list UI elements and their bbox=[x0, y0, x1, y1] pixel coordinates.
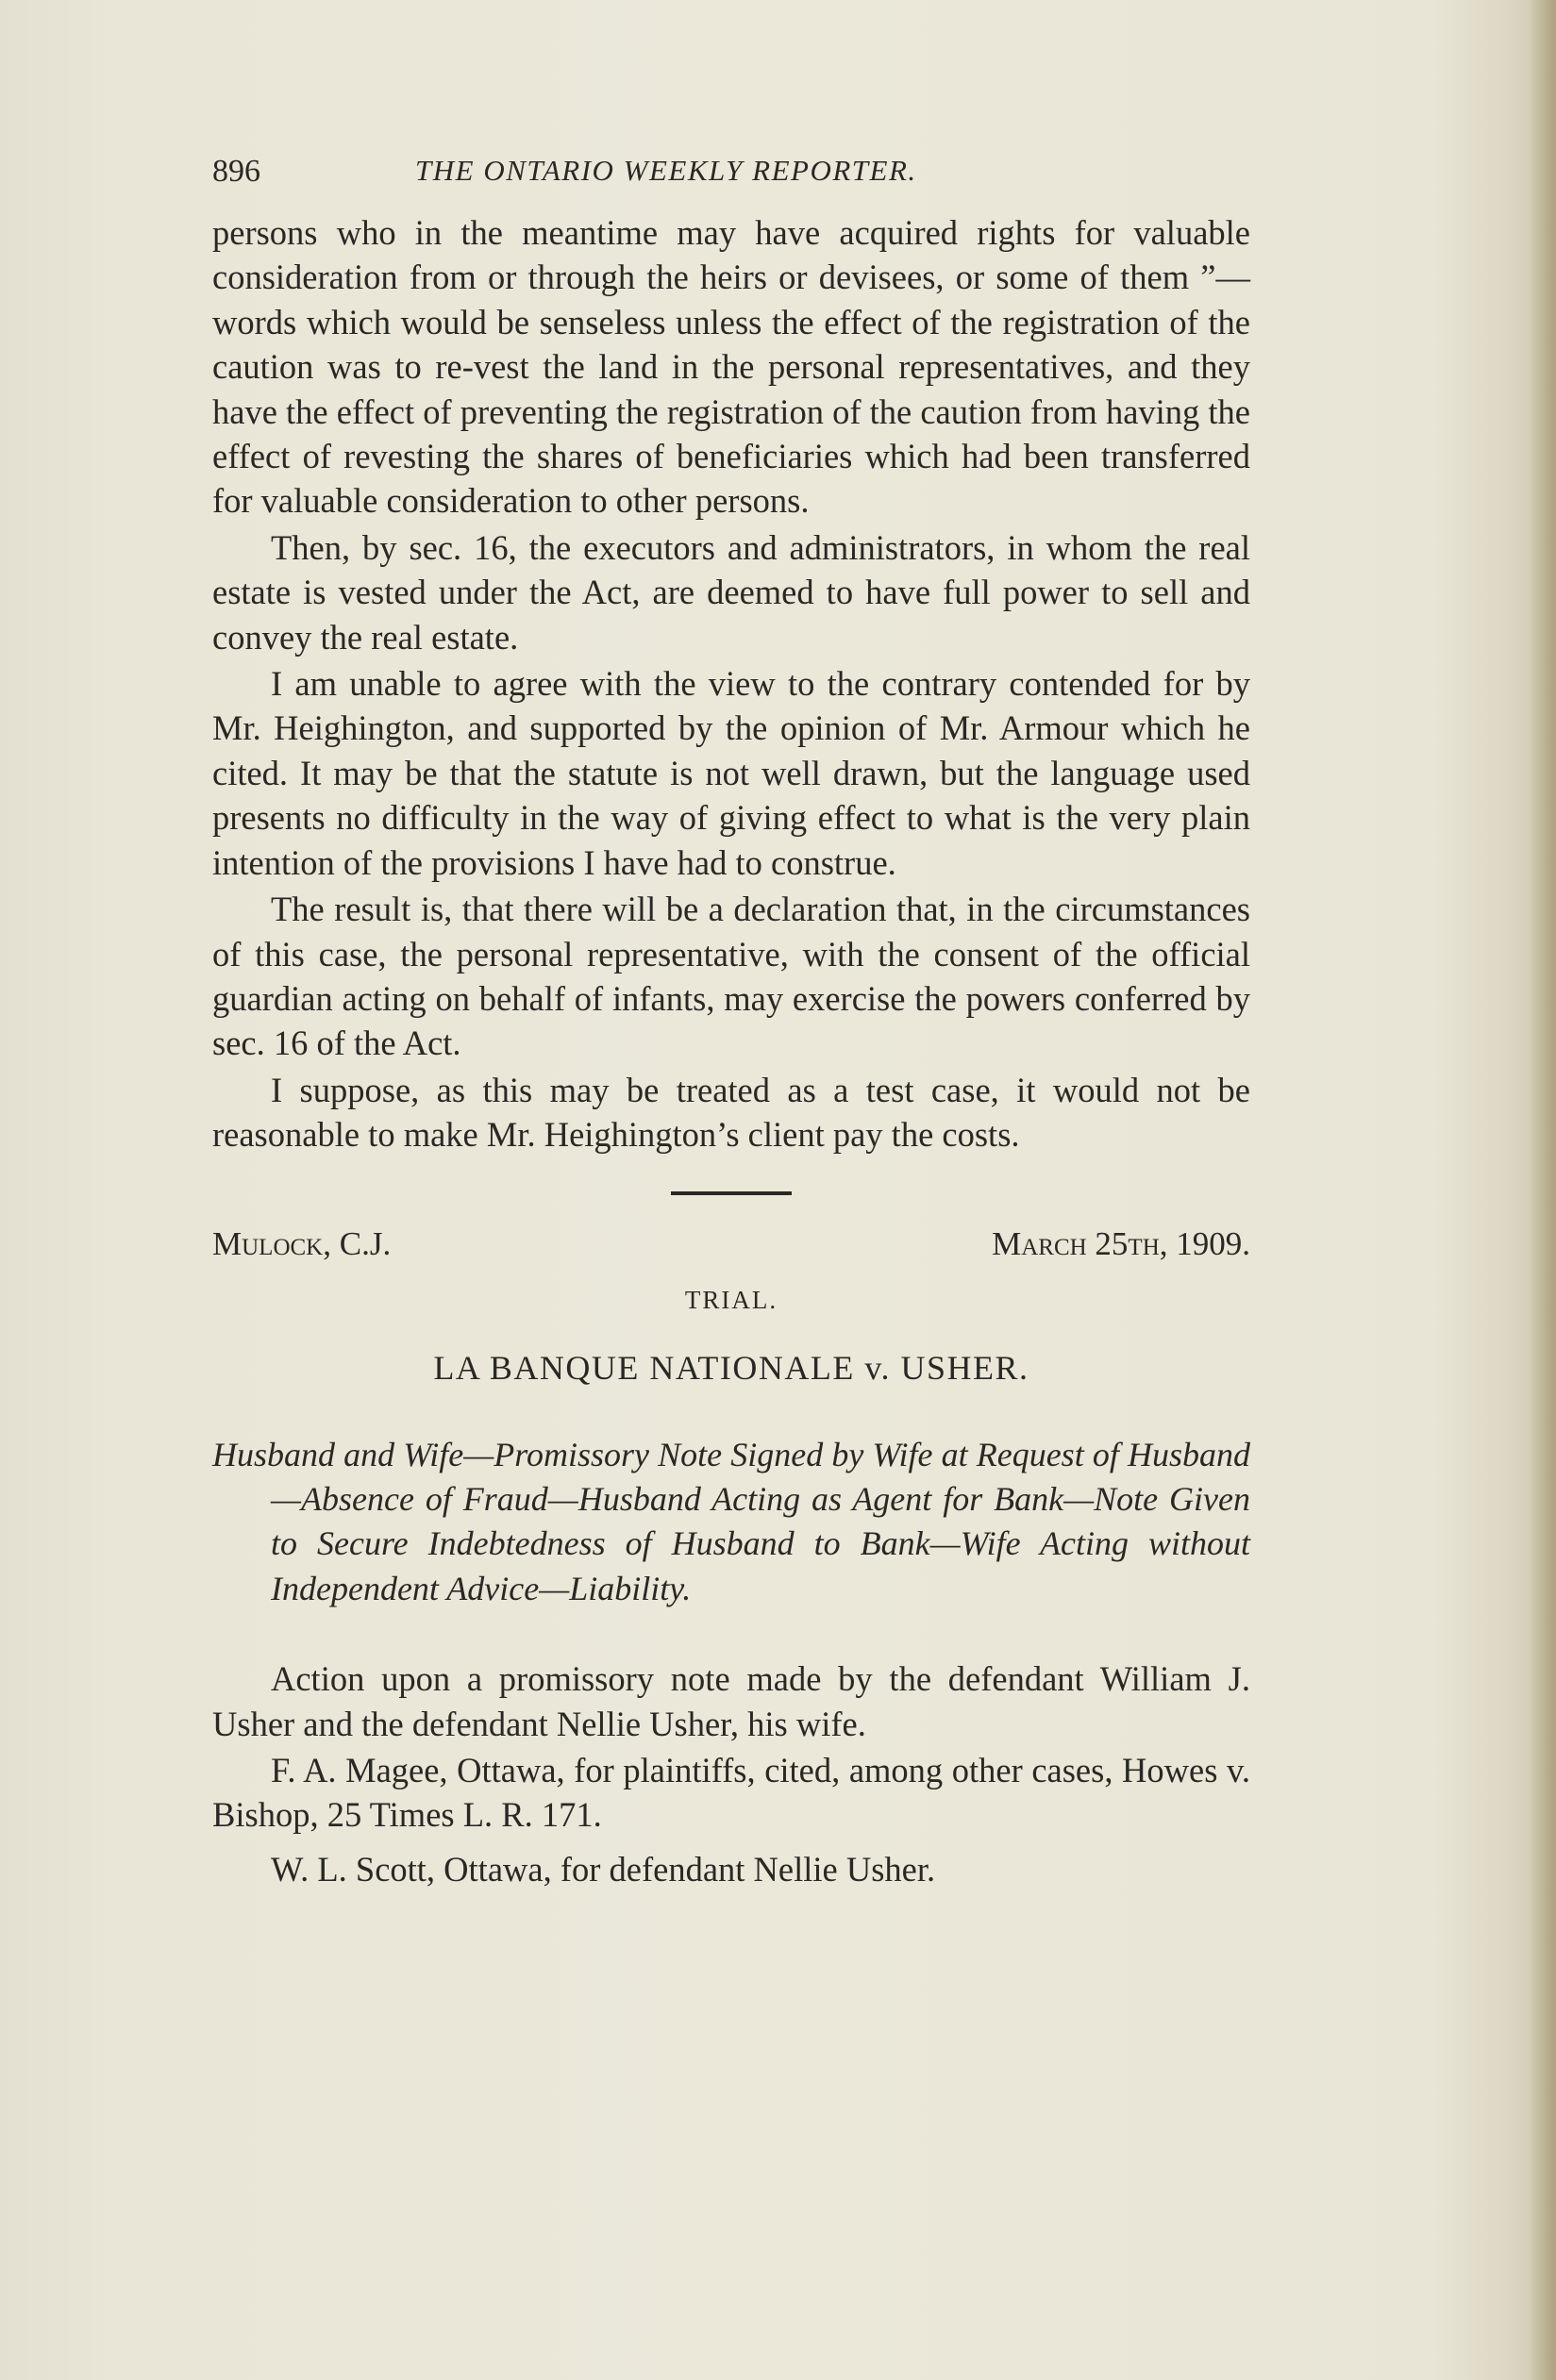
headnote: Husband and Wife—Promissory Note Signed by Wife at Request of Husband—Absence of Fraud—Husband Acting as Agent for Bank—Note Given to Secure Indebtedness of Husband to Bank—Wife Acting without Independent Advice—Liability. bbox=[212, 1435, 1250, 1607]
section-divider bbox=[212, 1159, 1250, 1225]
running-head bbox=[212, 146, 1250, 203]
action-statement: Action upon a promissory note made by the defendant William J. Usher and the defendant Nellie Usher, his wife. bbox=[212, 1659, 1250, 1743]
page-content bbox=[212, 146, 1250, 1901]
counsel-plaintiffs: F. A. Magee, Ottawa, for plaintiffs, cited, among other cases, Howes v. Bishop, 25 Times L. R. 171. bbox=[212, 1750, 1250, 1835]
paragraph-continued: persons who in the meantime may have acquired rights for valuable consideration from or through the heirs or devisees, or some of them ”—words which would be senseless unless the effect of the registration of the caution was to re-vest the land in the personal representatives, and they have the effect of preventing the registration of the caution from having the effect of revesting the shares of beneficiaries which had been transferred for valuable consideration to other persons. bbox=[212, 213, 1251, 521]
paragraph: The result is, that there will be a declaration that, in the circumstances of this case, the personal representative, with the consent of the official guardian acting on behalf of infants, may exercise the powers conferred by sec. 16 of the Act. bbox=[212, 890, 1250, 1063]
page-edge-shadow bbox=[1530, 0, 1556, 2380]
paragraph: I suppose, as this may be treated as a test case, it would not be reasonable to make Mr. Heighington’s client pay the costs. bbox=[212, 1070, 1250, 1155]
counsel-defendant: W. L. Scott, Ottawa, for defendant Nellie Usher. bbox=[271, 1849, 936, 1889]
trial-label: TRIAL. bbox=[684, 1285, 778, 1314]
judgment-date: March 25th, 1909. bbox=[992, 1224, 1250, 1262]
paragraph: I am unable to agree with the view to the contrary contended for by Mr. Heighington, and supported by the opinion of Mr. Armour which he cited. It may be that the statute is not well drawn, but the language used presents no difficulty in the way of giving effect to what is the very plain intention of the provisions I have had to construe. bbox=[212, 664, 1250, 882]
judgment-text bbox=[212, 210, 1250, 1157]
paragraph: Then, by sec. 16, the executors and administrators, in whom the real estate is vested under the Act, are deemed to have full power to sell and convey the real estate. bbox=[212, 527, 1250, 657]
journal-title: THE ONTARIO WEEKLY REPORTER. bbox=[415, 154, 917, 187]
case-meta bbox=[212, 1225, 1250, 1282]
case-title: LA BANQUE NATIONALE v. USHER. bbox=[433, 1348, 1029, 1387]
judge-name: Mulock, C.J. bbox=[212, 1224, 392, 1262]
divider-rule bbox=[671, 1191, 792, 1195]
page-number: 896 bbox=[212, 154, 260, 189]
